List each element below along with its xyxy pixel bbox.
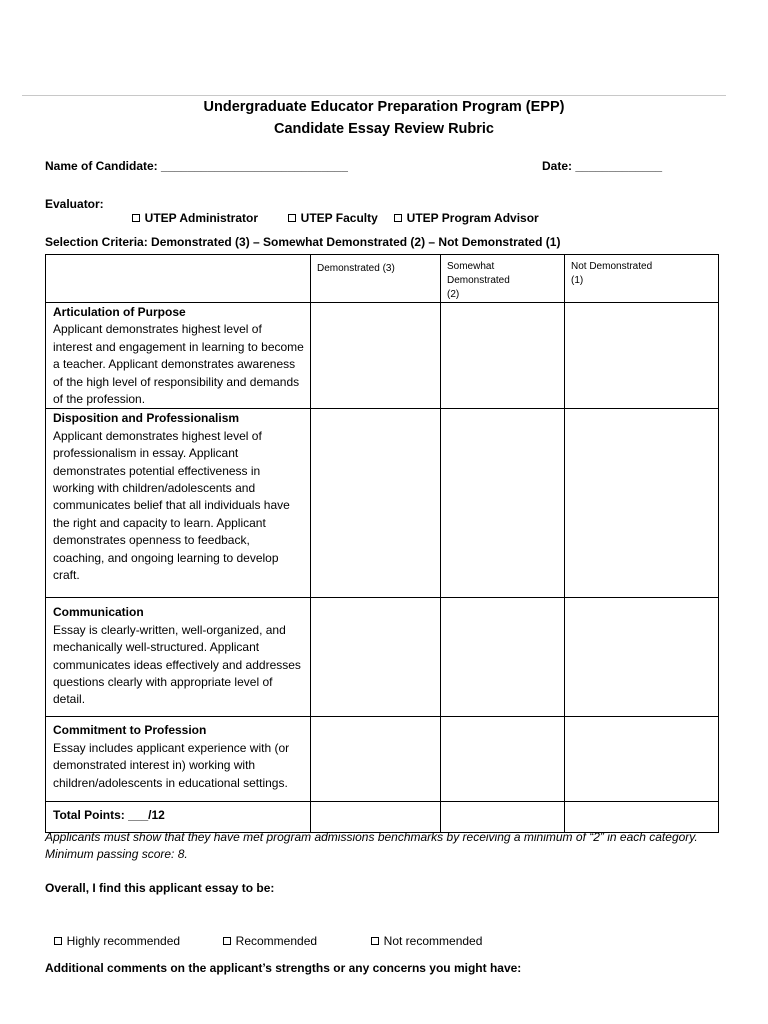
document-title: Undergraduate Educator Preparation Program (EPP)	[203, 99, 565, 115]
checkbox-icon[interactable]	[54, 937, 62, 945]
criterion-cell	[46, 409, 311, 598]
criterion-title: Communication	[53, 605, 144, 620]
option-label: Highly recommended	[66, 934, 181, 948]
score-cell-3[interactable]	[311, 409, 441, 598]
selection-criteria-text: Selection Criteria: Demonstrated (3) – Somewhat Demonstrated (2) – Not Demonstrated (1)	[45, 235, 561, 249]
score-cell-1[interactable]	[565, 409, 719, 598]
criterion-description: Applicant demonstrates highest level of interest and engagement in learning to become a teacher. Applicant demonstrates awareness of the high level of responsibility and demands of the profession.	[53, 322, 304, 407]
additional-comments-label: Additional comments on the applicant’s strengths or any concerns you might have:	[45, 961, 522, 975]
option-label: Recommended	[235, 934, 318, 948]
score-cell-2[interactable]	[441, 717, 565, 802]
evaluator-option-label: UTEP Administrator	[144, 211, 259, 225]
checkbox-icon[interactable]	[394, 214, 402, 222]
score-cell-3[interactable]	[311, 717, 441, 802]
criterion-description: Essay is clearly-written, well-organized, and mechanically well-structured. Applicant communicates ideas effectively and addresses questions clearly with appropriate level of detail.	[53, 622, 301, 707]
table-row	[46, 409, 719, 598]
table-row	[46, 598, 719, 717]
top-divider	[22, 95, 726, 96]
criterion-description: Applicant demonstrates highest level of professionalism in essay. Applicant demonstrates potential effectiveness in working with children/adolescents and communicates belief that all individuals have the right and capacity to learn. Applicant demonstrates openness to feedback, coaching, and ongoing learning to develop craft.	[53, 428, 290, 583]
criterion-title: Commitment to Profession	[53, 723, 207, 738]
option-label: Not recommended	[383, 934, 483, 948]
criterion-description: Essay includes applicant experience with (or demonstrated interest in) working with children/adolescents in educational settings.	[53, 740, 290, 790]
criterion-title: Disposition and Professionalism	[53, 411, 240, 426]
score-cell-3[interactable]	[311, 598, 441, 717]
header-cell-blank	[46, 255, 311, 303]
score-cell-2[interactable]	[441, 409, 565, 598]
checkbox-icon[interactable]	[132, 214, 140, 222]
header-cell-demonstrated: Demonstrated (3)	[311, 255, 441, 303]
checkbox-icon[interactable]	[288, 214, 296, 222]
table-row	[46, 303, 719, 409]
header-cell-not-demonstrated: Not Demonstrated (1)	[565, 255, 719, 303]
score-cell-3[interactable]	[311, 303, 441, 409]
evaluator-option-label: UTEP Program Advisor	[406, 211, 539, 225]
score-cell-1[interactable]	[565, 717, 719, 802]
benchmark-note: Applicants must show that they have met program admissions benchmarks by receiving a minimum of “2” in each category. Minimum passing score: 8.	[45, 830, 698, 861]
option-recommended[interactable]	[216, 920, 317, 948]
evaluator-label: Evaluator:	[45, 197, 104, 211]
score-cell-2[interactable]	[441, 303, 565, 409]
table-header-row	[46, 255, 719, 303]
score-cell-1[interactable]	[565, 598, 719, 717]
rubric-table	[45, 254, 719, 833]
score-cell-2[interactable]	[441, 598, 565, 717]
document-subtitle: Candidate Essay Review Rubric	[274, 121, 494, 137]
evaluator-option-label: UTEP Faculty	[300, 211, 378, 225]
option-not-recommended[interactable]	[364, 920, 482, 948]
criterion-cell	[46, 303, 311, 409]
overall-label: Overall, I find this applicant essay to be:	[45, 881, 275, 895]
option-highly-recommended[interactable]	[47, 920, 180, 948]
evaluator-option-administrator[interactable]	[125, 197, 258, 225]
candidate-name-field[interactable]: Name of Candidate: ____________________________	[45, 159, 348, 173]
criterion-title: Articulation of Purpose	[53, 305, 186, 319]
criterion-cell	[46, 717, 311, 802]
evaluator-option-advisor[interactable]	[387, 197, 539, 225]
checkbox-icon[interactable]	[371, 937, 379, 945]
score-cell-1[interactable]	[565, 303, 719, 409]
table-row	[46, 717, 719, 802]
header-cell-somewhat: Somewhat Demonstrated (2)	[441, 255, 565, 303]
criterion-cell	[46, 598, 311, 717]
evaluator-option-faculty[interactable]	[281, 197, 378, 225]
checkbox-icon[interactable]	[223, 937, 231, 945]
date-field[interactable]: Date: _____________	[542, 159, 663, 173]
total-points-field[interactable]: Total Points: ___/12	[46, 802, 311, 833]
